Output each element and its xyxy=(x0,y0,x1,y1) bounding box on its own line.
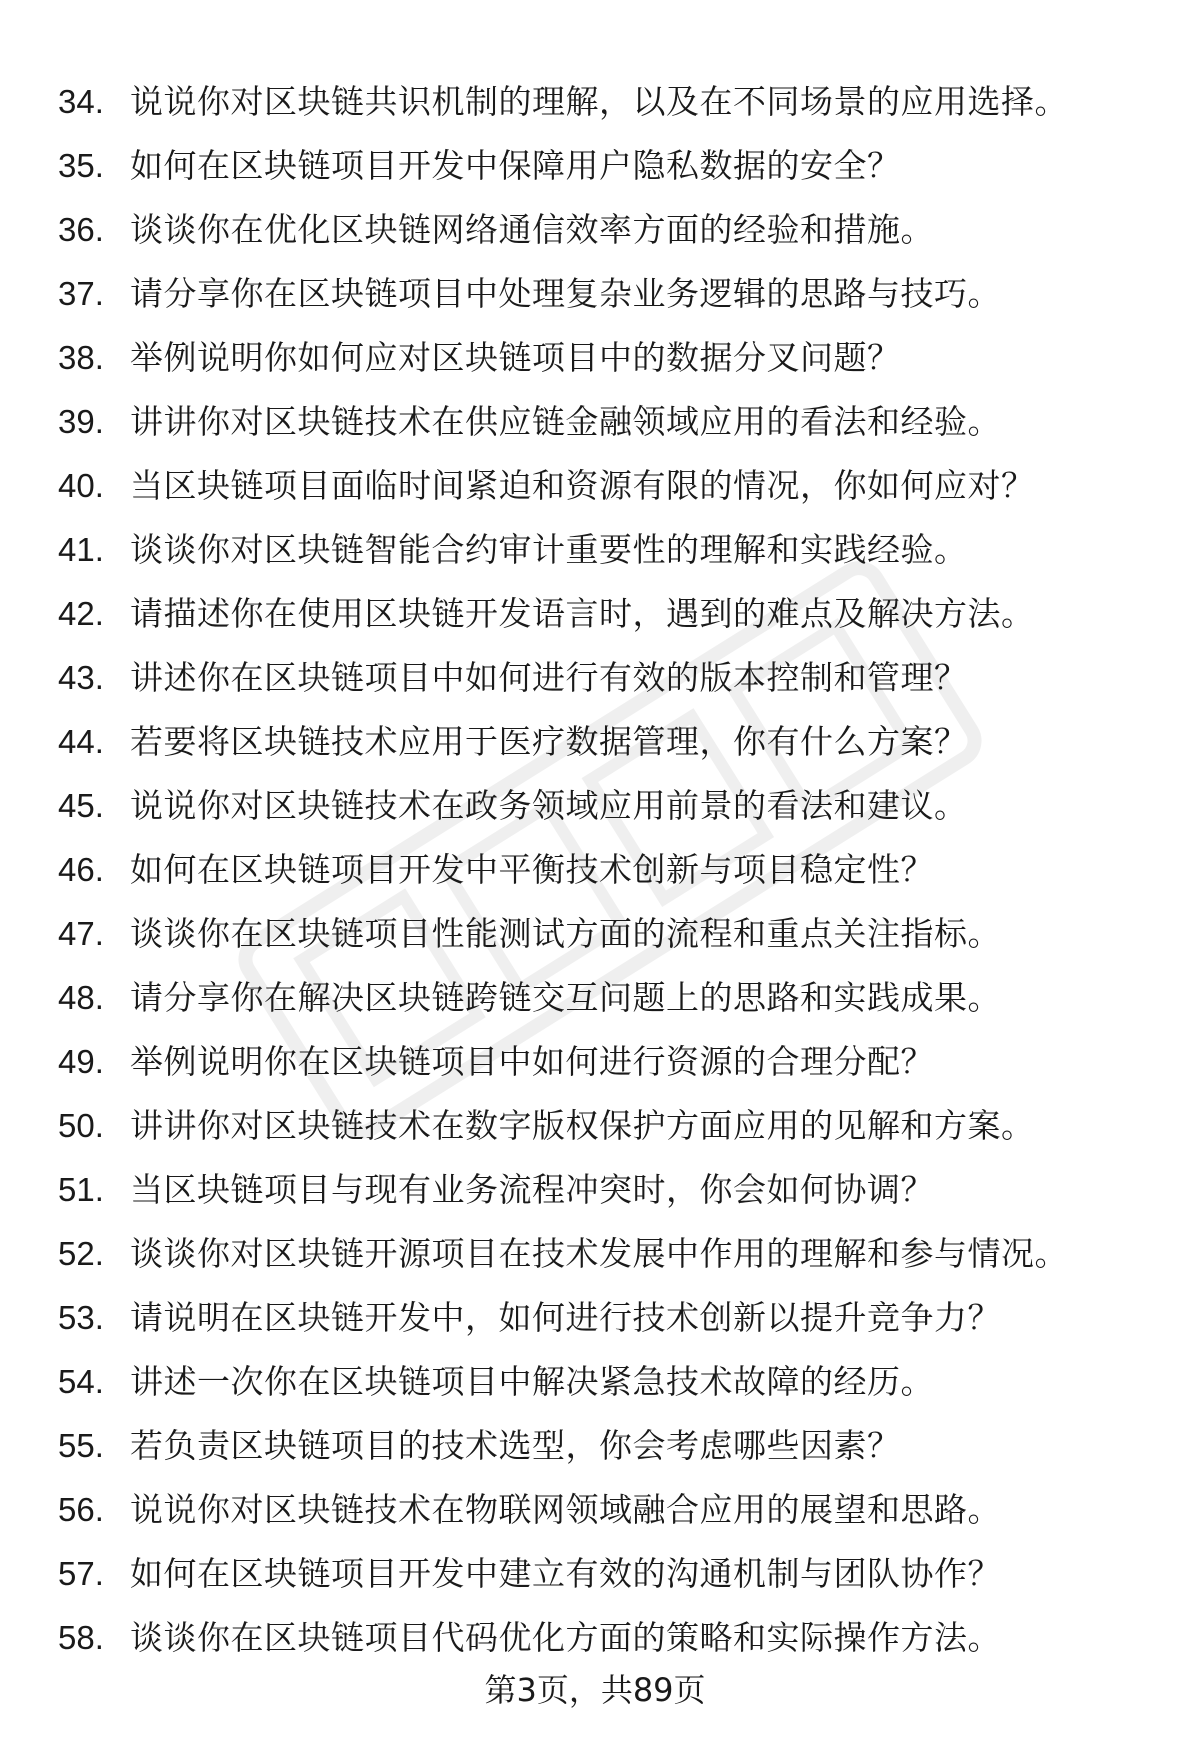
question-number: 57. xyxy=(58,1555,104,1592)
question-number: 38. xyxy=(58,339,104,376)
question-text: 谈谈你在区块链项目性能测试方面的流程和重点关注指标。 xyxy=(130,914,1001,953)
question-number: 51. xyxy=(58,1171,104,1208)
question-text: 举例说明你在区块链项目中如何进行资源的合理分配？ xyxy=(130,1042,934,1081)
question-number: 41. xyxy=(58,531,104,568)
question-text: 举例说明你如何应对区块链项目中的数据分叉问题？ xyxy=(130,338,901,377)
question-item xyxy=(58,70,1168,134)
question-number: 34. xyxy=(58,83,104,120)
question-number: 35. xyxy=(58,147,104,184)
question-text: 说说你对区块链技术在物联网领域融合应用的展望和思路。 xyxy=(130,1490,1001,1529)
question-text: 讲述你在区块链项目中如何进行有效的版本控制和管理？ xyxy=(130,658,968,697)
question-number: 53. xyxy=(58,1299,104,1336)
question-text: 当区块链项目与现有业务流程冲突时，你会如何协调？ xyxy=(130,1170,934,1209)
question-item xyxy=(58,262,1168,326)
page-number-label: 第3页，共89页 xyxy=(484,1671,706,1709)
question-list xyxy=(58,70,1168,1670)
question-item xyxy=(58,774,1168,838)
question-text: 请说明在区块链开发中，如何进行技术创新以提升竞争力？ xyxy=(130,1298,1001,1337)
question-item xyxy=(58,1350,1168,1414)
question-item xyxy=(58,1414,1168,1478)
question-item xyxy=(58,646,1168,710)
question-item xyxy=(58,198,1168,262)
question-item xyxy=(58,582,1168,646)
question-item xyxy=(58,1606,1168,1670)
question-number: 58. xyxy=(58,1619,104,1656)
question-number: 49. xyxy=(58,1043,104,1080)
question-number: 40. xyxy=(58,467,104,504)
question-item xyxy=(58,902,1168,966)
question-item xyxy=(58,1478,1168,1542)
question-item xyxy=(58,454,1168,518)
question-number: 45. xyxy=(58,787,104,824)
question-text: 若要将区块链技术应用于医疗数据管理，你有什么方案？ xyxy=(130,722,968,761)
question-text: 请分享你在解决区块链跨链交互问题上的思路和实践成果。 xyxy=(130,978,1001,1017)
question-item xyxy=(58,838,1168,902)
question-item xyxy=(58,518,1168,582)
question-text: 请描述你在使用区块链开发语言时，遇到的难点及解决方法。 xyxy=(130,594,1035,633)
question-text: 当区块链项目面临时间紧迫和资源有限的情况，你如何应对？ xyxy=(130,466,1035,505)
question-item xyxy=(58,1222,1168,1286)
question-text: 谈谈你对区块链智能合约审计重要性的理解和实践经验。 xyxy=(130,530,968,569)
question-item xyxy=(58,1542,1168,1606)
question-number: 37. xyxy=(58,275,104,312)
question-item xyxy=(58,390,1168,454)
question-item xyxy=(58,326,1168,390)
question-number: 46. xyxy=(58,851,104,888)
question-text: 讲述一次你在区块链项目中解决紧急技术故障的经历。 xyxy=(130,1362,934,1401)
question-text: 谈谈你对区块链开源项目在技术发展中作用的理解和参与情况。 xyxy=(130,1234,1068,1273)
question-number: 56. xyxy=(58,1491,104,1528)
question-text: 若负责区块链项目的技术选型，你会考虑哪些因素？ xyxy=(130,1426,901,1465)
question-number: 55. xyxy=(58,1427,104,1464)
question-text: 讲讲你对区块链技术在数字版权保护方面应用的见解和方案。 xyxy=(130,1106,1035,1145)
question-number: 43. xyxy=(58,659,104,696)
question-number: 39. xyxy=(58,403,104,440)
question-text: 说说你对区块链技术在政务领域应用前景的看法和建议。 xyxy=(130,786,968,825)
question-number: 48. xyxy=(58,979,104,1016)
question-number: 36. xyxy=(58,211,104,248)
question-item xyxy=(58,1094,1168,1158)
question-text: 谈谈你在区块链项目代码优化方面的策略和实际操作方法。 xyxy=(130,1618,1001,1657)
question-text: 说说你对区块链共识机制的理解，以及在不同场景的应用选择。 xyxy=(130,82,1068,121)
question-text: 谈谈你在优化区块链网络通信效率方面的经验和措施。 xyxy=(130,210,934,249)
page-footer xyxy=(0,1670,1190,1710)
question-text: 请分享你在区块链项目中处理复杂业务逻辑的思路与技巧。 xyxy=(130,274,1001,313)
question-number: 42. xyxy=(58,595,104,632)
question-item xyxy=(58,1030,1168,1094)
question-item xyxy=(58,710,1168,774)
question-item xyxy=(58,966,1168,1030)
question-number: 52. xyxy=(58,1235,104,1272)
question-item xyxy=(58,1158,1168,1222)
question-number: 54. xyxy=(58,1363,104,1400)
question-text: 讲讲你对区块链技术在供应链金融领域应用的看法和经验。 xyxy=(130,402,1001,441)
question-item xyxy=(58,134,1168,198)
question-number: 50. xyxy=(58,1107,104,1144)
question-text: 如何在区块链项目开发中平衡技术创新与项目稳定性？ xyxy=(130,850,934,889)
question-number: 47. xyxy=(58,915,104,952)
question-text: 如何在区块链项目开发中保障用户隐私数据的安全？ xyxy=(130,146,901,185)
question-item xyxy=(58,1286,1168,1350)
question-text: 如何在区块链项目开发中建立有效的沟通机制与团队协作？ xyxy=(130,1554,1001,1593)
question-number: 44. xyxy=(58,723,104,760)
